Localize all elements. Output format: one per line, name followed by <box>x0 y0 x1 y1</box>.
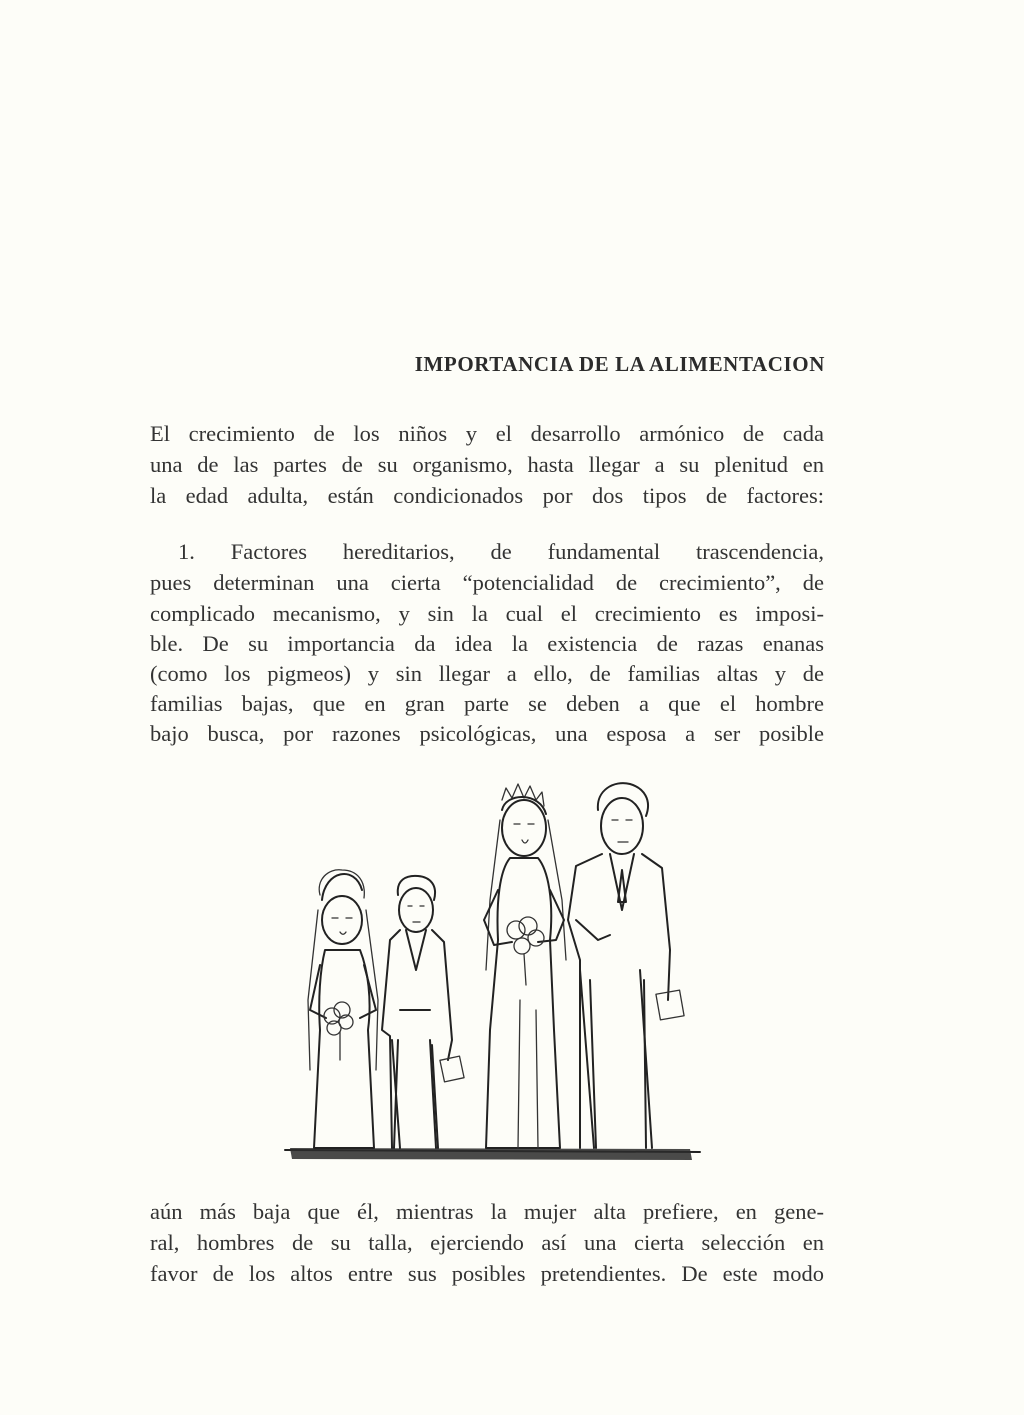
page-title: IMPORTANCIA DE LA ALIMENTACION <box>414 352 825 376</box>
paragraph-2-line-7: bajo busca, por razones psicológicas, una esposa a ser posible <box>150 721 824 746</box>
tall-bride-figure <box>484 784 566 1148</box>
paragraph-3-line-2: ral, hombres de su talla, ejerciendo así una cierta selección en <box>150 1230 824 1255</box>
paragraph-1-line-3: la edad adulta, están condicionados por dos tipos de factores: <box>150 483 824 508</box>
paragraph-2-line-4: ble. De su importancia da idea la existencia de razas enanas <box>150 631 824 656</box>
paragraph-3-line-1: aún más baja que él, mientras la mujer alta prefiere, en gene- <box>150 1199 824 1224</box>
paragraph-2-line-6: familias bajas, que en gran parte se deben a que el hombre <box>150 691 824 716</box>
tall-groom-figure <box>568 783 684 1148</box>
ground-line <box>285 1148 700 1160</box>
paragraph-2-line-3: complicado mecanismo, y sin la cual el crecimiento es imposi- <box>150 601 824 626</box>
paragraph-1-line-2: una de las partes de su organismo, hasta llegar a su plenitud en <box>150 452 824 477</box>
paragraph-3-line-3: favor de los altos entre sus posibles pretendientes. De este modo <box>150 1261 824 1286</box>
short-bride-figure <box>308 870 378 1148</box>
paragraph-2-line-1: 1. Factores hereditarios, de fundamental trascendencia, <box>178 539 824 564</box>
paragraph-2-line-5: (como los pigmeos) y sin llegar a ello, de familias altas y de <box>150 661 824 686</box>
paragraph-1-line-1: El crecimiento de los niños y el desarrollo armónico de cada <box>150 421 824 446</box>
paragraph-2-line-2: pues determinan una cierta “potencialidad de crecimiento”, de <box>150 570 824 595</box>
wedding-couples-illustration <box>280 770 720 1170</box>
short-groom-figure <box>382 876 464 1148</box>
